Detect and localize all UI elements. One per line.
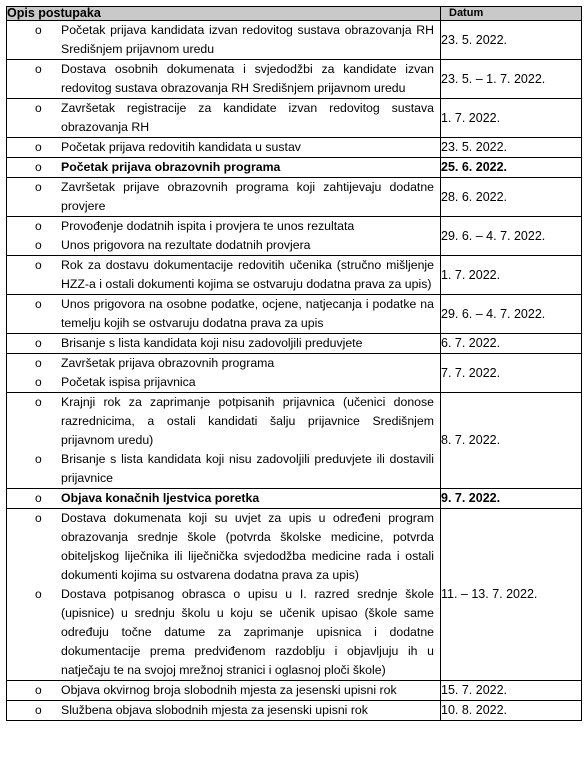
- procedure-text: Provođenje dodatnih ispita i provjera te unos rezultata: [61, 219, 355, 233]
- table-row: [7, 99, 582, 138]
- table-row: [7, 60, 582, 99]
- bullet-circle-icon: o: [35, 683, 42, 697]
- header-date: Datum: [441, 7, 582, 21]
- procedure-text: Početak ispisa prijavnica: [61, 375, 196, 389]
- bullet-circle-icon: o: [35, 356, 42, 370]
- procedure-text: Završetak prijave obrazovnih programa koji zahtijevaju dodatne provjere: [61, 180, 434, 213]
- procedure-text: Krajnji rok za zaprimanje potpisanih prijavnica (učenici donose razrednicima, a ostali kandidati šalju prijavnice Središnjem prijavnom uredu): [61, 395, 434, 447]
- procedure-date-cell: 29. 6. – 4. 7. 2022.: [441, 217, 582, 256]
- bullet-circle-icon: o: [35, 703, 42, 717]
- procedure-item: [7, 373, 440, 392]
- procedure-item: [7, 178, 440, 216]
- table-row: [7, 509, 582, 681]
- bullet-circle-icon: o: [35, 297, 42, 311]
- bullet-circle-icon: o: [35, 219, 42, 233]
- procedure-item: [7, 681, 440, 700]
- procedure-item: [7, 217, 440, 236]
- procedure-description-cell: [7, 393, 441, 489]
- bullet-circle-icon: o: [35, 23, 42, 37]
- table-row: [7, 701, 582, 721]
- table-row: [7, 489, 582, 509]
- procedure-text: Završetak prijava obrazovnih programa: [61, 356, 275, 370]
- procedure-description-cell: [7, 509, 441, 681]
- table-row: [7, 217, 582, 256]
- procedure-text: Unos prigovora na osobne podatke, ocjene, natjecanja i podatke na temelju kojih se ostvaruju dodatna prava za upis: [61, 297, 434, 330]
- procedure-description-cell: [7, 295, 441, 334]
- table-row: [7, 158, 582, 178]
- procedure-item: [7, 354, 440, 373]
- procedure-item: [7, 489, 440, 508]
- header-description: Opis postupaka: [7, 7, 441, 21]
- procedure-item: [7, 450, 440, 488]
- procedure-date-cell: 25. 6. 2022.: [441, 158, 582, 178]
- procedure-date-cell: 11. – 13. 7. 2022.: [441, 509, 582, 681]
- procedure-description-cell: [7, 138, 441, 158]
- procedure-date-cell: 9. 7. 2022.: [441, 489, 582, 509]
- bullet-circle-icon: o: [35, 491, 42, 505]
- procedure-date-cell: 23. 5. 2022.: [441, 21, 582, 60]
- procedure-text: Službena objava slobodnih mjesta za jesenski upisni rok: [61, 703, 368, 717]
- procedure-date-cell: 23. 5. – 1. 7. 2022.: [441, 60, 582, 99]
- bullet-circle-icon: o: [35, 101, 42, 115]
- bullet-circle-icon: o: [35, 258, 42, 272]
- procedure-description-cell: [7, 256, 441, 295]
- procedure-date-cell: 29. 6. – 4. 7. 2022.: [441, 295, 582, 334]
- table-row: [7, 256, 582, 295]
- procedure-description-cell: [7, 99, 441, 138]
- procedure-description-cell: [7, 334, 441, 354]
- procedure-text: Dostava dokumenata koji su uvjet za upis u određeni program obrazovanja srednje škole (potvrda školske medicine, potvrda obiteljskog liječnika ili liječnička svjedodžba medicine rada i ostali dokumenti kojima su ostvarena dodatna prava za upis): [61, 511, 434, 582]
- procedure-item: [7, 60, 440, 98]
- bullet-circle-icon: o: [35, 180, 42, 194]
- procedure-text: Početak prijava kandidata izvan redovitog sustava obrazovanja RH Središnjem prijavnom uredu: [61, 23, 434, 56]
- bullet-circle-icon: o: [35, 375, 42, 389]
- procedure-item: [7, 99, 440, 137]
- procedure-text: Završetak registracije za kandidate izvan redovitog sustava obrazovanja RH: [61, 101, 434, 134]
- procedure-date-cell: 15. 7. 2022.: [441, 681, 582, 701]
- bullet-circle-icon: o: [35, 140, 42, 154]
- procedure-date-cell: 8. 7. 2022.: [441, 393, 582, 489]
- table-row: [7, 21, 582, 60]
- procedure-description-cell: [7, 178, 441, 217]
- bullet-circle-icon: o: [35, 62, 42, 76]
- table-row: [7, 354, 582, 393]
- procedure-item: [7, 334, 440, 353]
- procedure-date-cell: 28. 6. 2022.: [441, 178, 582, 217]
- procedure-item: [7, 509, 440, 585]
- table-row: [7, 334, 582, 354]
- table-body: [7, 21, 582, 721]
- procedure-text: Rok za dostavu dokumentacije redovitih učenika (stručno mišljenje HZZ-a i ostali dokumenti kojima se ostvaruju dodatna prava za upis): [61, 258, 434, 291]
- procedure-date-cell: 6. 7. 2022.: [441, 334, 582, 354]
- procedure-text: Dostava potpisanog obrasca o upisu u I. razred srednje škole (upisnice) u srednju školu u koju se učenik upisao (škole same određuju točne datume za zaprimanje upisnica i dodatne dokumentacije prema predviđenom razdoblju i objavljuju ih u natječaju te na svojoj mrežnoj stranici i oglasnoj ploči škole): [61, 587, 434, 677]
- procedure-item: [7, 393, 440, 450]
- procedure-text: Unos prigovora na rezultate dodatnih provjera: [61, 238, 311, 252]
- procedure-description-cell: [7, 217, 441, 256]
- procedure-item: [7, 701, 440, 720]
- procedure-item: [7, 158, 440, 177]
- bullet-circle-icon: o: [35, 587, 42, 601]
- bullet-circle-icon: o: [35, 511, 42, 525]
- procedure-text: Brisanje s lista kandidata koji nisu zadovoljili preduvjete: [61, 336, 363, 350]
- procedure-text: Brisanje s lista kandidata koji nisu zadovoljili preduvjete ili dostavili prijavnice: [61, 452, 434, 485]
- procedure-item: [7, 138, 440, 157]
- procedure-description-cell: [7, 681, 441, 701]
- table-row: [7, 178, 582, 217]
- table-row: [7, 295, 582, 334]
- procedure-date-cell: 1. 7. 2022.: [441, 256, 582, 295]
- procedure-item: [7, 21, 440, 59]
- procedure-text: Dostava osobnih dokumenata i svjedodžbi za kandidate izvan redovitog sustava obrazovanja RH Središnjem prijavnom uredu: [61, 62, 434, 95]
- procedure-text: Objava konačnih ljestvica poretka: [61, 491, 260, 505]
- table-header-row: [7, 7, 582, 21]
- procedure-description-cell: [7, 489, 441, 509]
- table-row: [7, 393, 582, 489]
- procedure-date-cell: 23. 5. 2022.: [441, 138, 582, 158]
- table-row: [7, 138, 582, 158]
- procedure-description-cell: [7, 60, 441, 99]
- procedure-text: Početak prijava obrazovnih programa: [61, 160, 281, 174]
- procedure-item: [7, 585, 440, 680]
- table-row: [7, 681, 582, 701]
- procedure-date-cell: 10. 8. 2022.: [441, 701, 582, 721]
- procedure-text: Objava okvirnog broja slobodnih mjesta za jesenski upisni rok: [61, 683, 397, 697]
- procedure-item: [7, 256, 440, 294]
- procedure-date-cell: 1. 7. 2022.: [441, 99, 582, 138]
- procedure-description-cell: [7, 21, 441, 60]
- bullet-circle-icon: o: [35, 395, 42, 409]
- bullet-circle-icon: o: [35, 238, 42, 252]
- procedure-date-cell: 7. 7. 2022.: [441, 354, 582, 393]
- procedure-item: [7, 236, 440, 255]
- procedure-description-cell: [7, 701, 441, 721]
- procedure-text: Početak prijava redovitih kandidata u sustav: [61, 140, 301, 154]
- procedure-description-cell: [7, 158, 441, 178]
- bullet-circle-icon: o: [35, 160, 42, 174]
- bullet-circle-icon: o: [35, 336, 42, 350]
- schedule-table: [6, 6, 582, 721]
- bullet-circle-icon: o: [35, 452, 42, 466]
- procedure-description-cell: [7, 354, 441, 393]
- procedure-item: [7, 295, 440, 333]
